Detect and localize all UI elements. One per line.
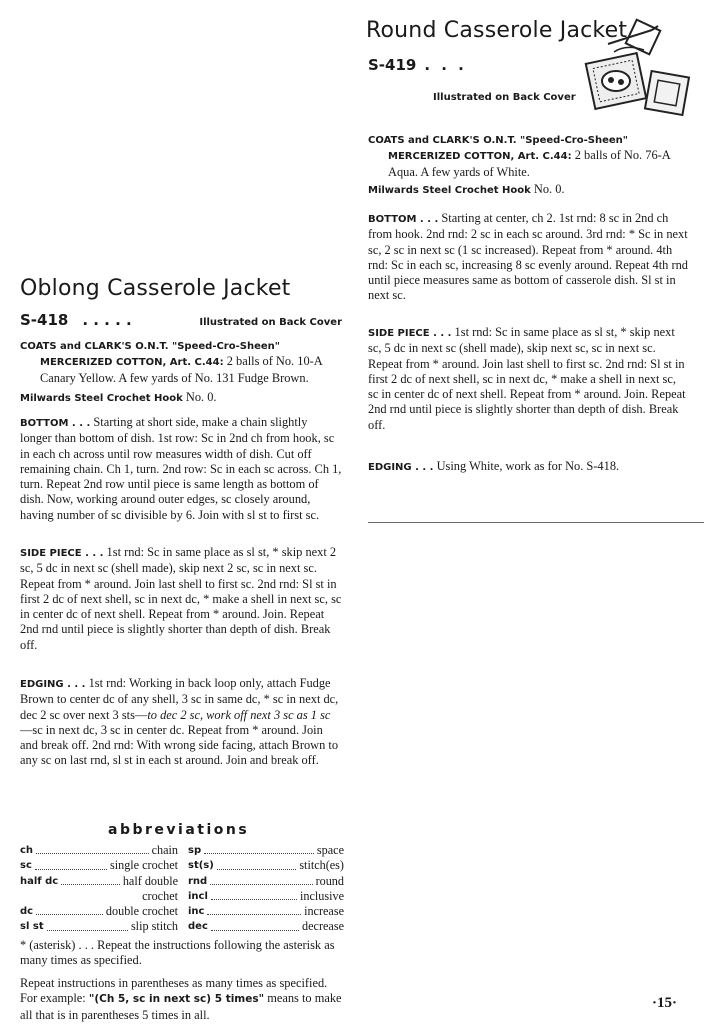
abbreviation-key: incl: [188, 890, 208, 902]
abbreviation-value: chain: [151, 843, 178, 857]
right-column-divider: [368, 522, 704, 523]
round-hook-text: No. 0.: [533, 181, 565, 196]
abbreviation-row: [20, 904, 178, 919]
round-edging-paragraph: [368, 459, 688, 475]
abbreviations-left-column: [20, 843, 178, 935]
round-materials: [368, 132, 688, 198]
oblong-hook-label: Milwards Steel Crochet Hook: [20, 392, 183, 404]
oblong-materials-text: 2 balls of No. 10-A Canary Yellow. A few yards of No. 131 Fudge Brown.: [40, 354, 323, 385]
round-side-text: 1st rnd: Sc in same place as sl st, * skip next sc, 5 dc in next sc (shell made), skip next sc, sc in next sc. Repeat from * around. Join last shell to first sc. 2nd rnd: Sl st in first 2 dc of next shell, sc in next dc, * make a shell in next sc, sc in center dc of next shell. Repeat from * around. Join. Repeat 2nd rnd until piece is slightly shorter than depth of dish. Break off.: [368, 325, 686, 432]
round-materials-text: 2 balls of No. 76-A Aqua. A few yards of White.: [388, 148, 671, 179]
round-bottom-text: Starting at center, ch 2. 1st rnd: 8 sc in 2nd ch from hook. 2nd rnd: 2 sc in each sc around. 3rd rnd: * Sc in next sc, 2 sc in next sc (1 sc increased). Repeat from * around. 4th rnd: Sc in each sc, increasing 8 sc evenly around. Repeat 4th rnd until piece measures same as bottom of casserole dish. Sl st in next sc.: [368, 211, 688, 303]
round-bottom-label: BOTTOM . . .: [368, 214, 439, 225]
abbreviation-key: dc: [20, 906, 34, 918]
oblong-side-text: 1st rnd: Sc in same place as sl st, * skip next 2 sc, 5 dc in next sc (shell made), skip next 2 sc, sc in next sc. Repeat from * around. Join last shell to first sc. 2nd rnd: Sl st in first 2 dc of next shell, sc in next dc, * make a shell in next sc, sc in center dc of next shell. Repeat from * around. Join. Repeat 2nd rnd until piece is slightly shorter than depth of dish. Break off.: [20, 545, 342, 652]
oblong-hook-paragraph: [20, 390, 342, 406]
abbreviation-value: half double: [122, 873, 178, 888]
abbreviation-value: increase: [304, 904, 344, 919]
abbreviation-value: slip stitch: [130, 919, 178, 934]
abbreviation-row: [20, 858, 178, 873]
abbreviations-table: [20, 843, 344, 935]
abbreviation-row: [188, 904, 344, 919]
round-code: [368, 56, 467, 74]
abbreviation-key: rnd: [188, 875, 208, 887]
abbreviation-value: round: [315, 873, 344, 888]
oblong-side-paragraph: [20, 545, 342, 653]
round-hook-label: Milwards Steel Crochet Hook: [368, 184, 531, 196]
oblong-materials: [20, 338, 342, 406]
oblong-materials-paragraph: [20, 338, 342, 386]
oblong-code-number: S-418: [20, 311, 69, 329]
abbreviation-value: crochet: [142, 888, 178, 903]
round-side-label: SIDE PIECE . . .: [368, 328, 452, 339]
oblong-title: Oblong Casserole Jacket: [20, 276, 291, 301]
abbreviation-key: sc: [20, 860, 32, 872]
casserole-illustration-icon: [578, 18, 698, 118]
round-side-paragraph: [368, 325, 688, 433]
oblong-hook-text: No. 0.: [185, 389, 217, 404]
abbreviation-row: [20, 889, 178, 904]
abbreviations-title: abbreviations: [108, 822, 250, 838]
abbreviation-row: [188, 919, 344, 934]
oblong-bottom-paragraph: [20, 415, 342, 523]
oblong-edging-paragraph: [20, 676, 342, 769]
round-edging-label: EDGING . . .: [368, 462, 434, 473]
abbreviation-key: dec: [188, 921, 208, 933]
page-number: ·15·: [652, 995, 678, 1011]
oblong-edging-text-em: to dec 2 sc, work off next 3 sc as 1 sc: [147, 707, 331, 722]
abbreviation-key: half dc: [20, 875, 59, 887]
abbreviation-row: [20, 919, 178, 934]
abbreviation-key: sp: [188, 845, 202, 856]
abbreviation-key: inc: [188, 906, 205, 918]
parentheses-text-b: means to make all that is in parentheses 5 times in all.: [20, 991, 342, 1022]
round-hook-paragraph: [368, 182, 688, 198]
abbreviations-right-column: [188, 843, 344, 935]
abbreviation-key: ch: [20, 845, 34, 856]
oblong-materials-label: COATS and CLARK'S O.N.T. "Speed-Cro-Sheen" MERCERIZED COTTON, Art. C.44:: [20, 341, 280, 369]
oblong-edging-label: EDGING . . .: [20, 679, 86, 690]
asterisk-label: * (asterisk) . . .: [20, 938, 94, 952]
abbreviation-row: [188, 889, 344, 904]
oblong-code-dots: . . . . .: [82, 311, 132, 329]
oblong-bottom-label: BOTTOM . . .: [20, 418, 91, 429]
abbreviation-row: [20, 874, 178, 889]
abbreviation-row: [188, 874, 344, 889]
abbreviation-value: double crochet: [105, 904, 178, 919]
oblong-side-label: SIDE PIECE . . .: [20, 548, 104, 559]
oblong-edging-text-a: 1st rnd: Working in back loop only, attach Fudge Brown to center dc of any shell, 3 sc in same dc, * sc in next dc, dec 2 sc over next 3 sts—: [20, 676, 339, 722]
round-code-number: S-419: [368, 56, 417, 74]
round-bottom-paragraph: [368, 211, 688, 304]
abbreviation-value: stitch(es): [299, 858, 344, 873]
abbreviation-value: decrease: [302, 919, 344, 934]
oblong-bottom-text: Starting at short side, make a chain slightly longer than bottom of dish. 1st row: Sc in 2nd ch from hook, sc in each ch across until row measures width of dish. Cut off remaining chain. Ch 1, turn. 2nd row: Sc in each sc across. Ch 1, turn. Repeat 2nd row until piece is same length as bottom of dish. Now, working around outer edges, sc closely around, having number of sc divisible by 6. Join with sl st to first sc.: [20, 415, 342, 522]
asterisk-text: Repeat the instructions following the asterisk as many times as specified.: [20, 938, 335, 968]
abbreviation-value: single crochet: [109, 858, 178, 873]
parentheses-example: "(Ch 5, sc in next sc) 5 times": [88, 993, 265, 1006]
oblong-code-line: [20, 311, 342, 329]
abbreviation-key: sl st: [20, 921, 44, 933]
parentheses-note: [20, 976, 342, 1023]
round-edging-text: Using White, work as for No. S-418.: [436, 459, 620, 473]
round-materials-label: COATS and CLARK'S O.N.T. "Speed-Cro-Sheen" MERCERIZED COTTON, Art. C.44:: [368, 135, 628, 163]
asterisk-note: [20, 938, 342, 969]
round-code-dots: . . .: [424, 56, 467, 74]
abbreviation-value: space: [316, 843, 344, 857]
parentheses-text: Repeat instructions in parentheses as many times as specified. For example:: [20, 976, 328, 1006]
abbreviation-value: inclusive: [299, 888, 344, 903]
oblong-edging-text-b: —sc in next dc, 3 sc in center dc. Repeat from * around. Join and break off. 2nd rnd: With wrong side facing, attach Brown to any sc on last rnd, sl st in each st around. Join and break off.: [20, 722, 339, 768]
abbreviation-row: [20, 843, 178, 858]
abbreviation-row: [188, 843, 344, 858]
round-illustrated-note: Illustrated on Back Cover: [433, 92, 576, 103]
oblong-illustrated-note: Illustrated on Back Cover: [199, 317, 342, 328]
abbreviation-row: [188, 858, 344, 873]
abbreviation-key: st(s): [188, 860, 214, 872]
round-title: Round Casserole Jacket: [366, 18, 628, 43]
round-materials-paragraph: [368, 132, 688, 180]
